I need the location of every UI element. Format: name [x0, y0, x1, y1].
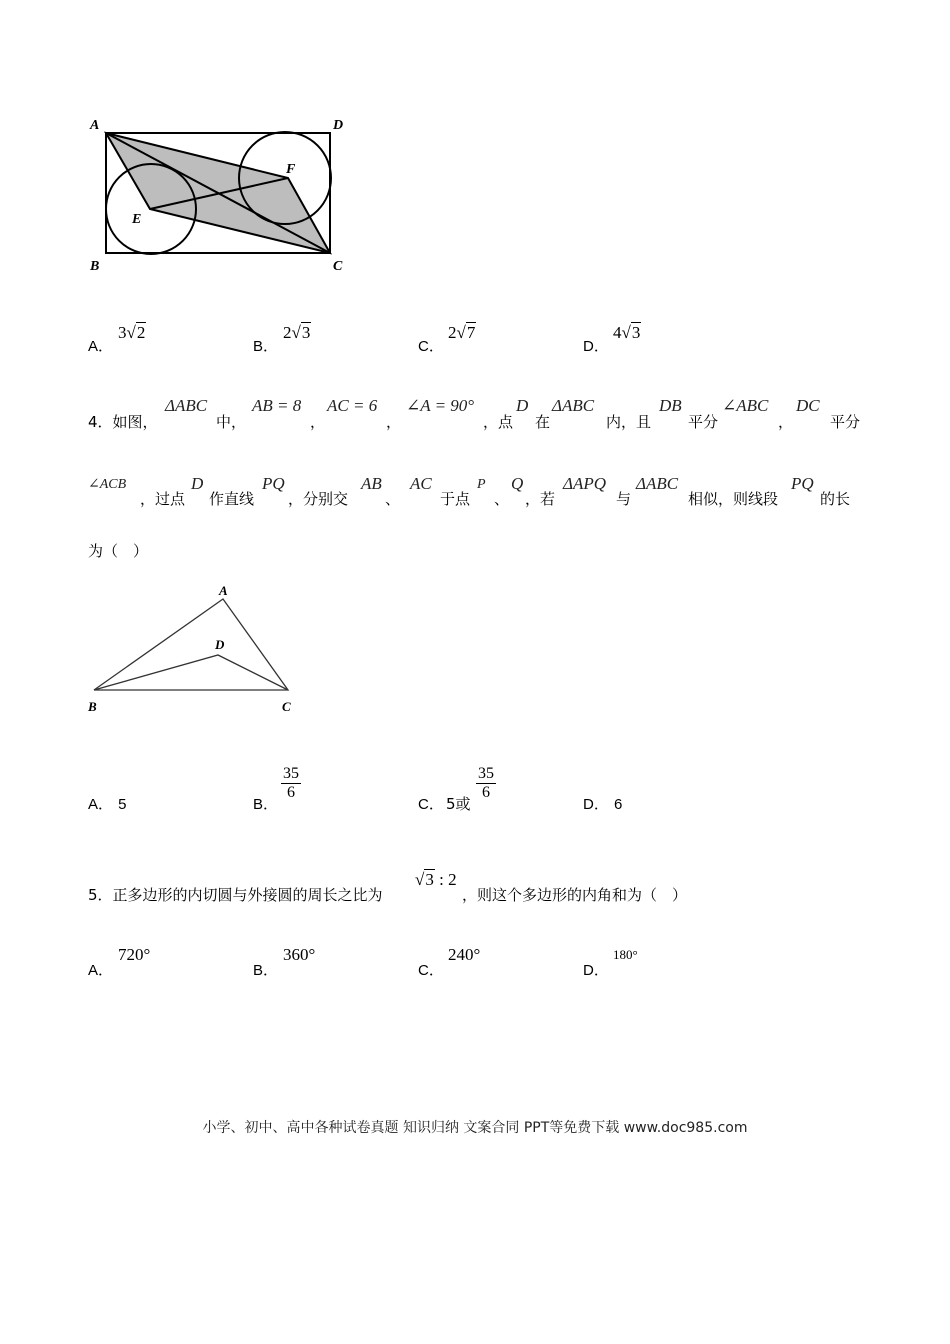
q4-angle-acb: ∠ACB — [88, 477, 127, 492]
q4-label-b: B — [88, 699, 97, 714]
q4-dun-1: 、 — [385, 490, 401, 508]
q4-ab: AB — [361, 474, 382, 493]
q5-option-c-value: 240° — [448, 945, 481, 964]
q4-text-dechang: 的长 — [820, 490, 851, 508]
q4-tri-abc: ΔABC — [165, 396, 208, 415]
q5-option-b-value: 360° — [283, 945, 316, 964]
q5-option-a-value: 720° — [118, 945, 151, 964]
q3-label-e: E — [132, 212, 142, 227]
q4-ac: AC — [410, 474, 432, 493]
q4-angle-a: ∠A = 90° — [406, 396, 475, 415]
q4-number: 4．如图， — [88, 413, 158, 431]
q3-label-d: D — [333, 118, 344, 133]
q5-option-a-letter: A． — [88, 962, 114, 979]
q4-option-d-value: 6 — [613, 796, 623, 813]
q4-option-d[interactable] — [583, 793, 622, 814]
q4-comma-3: ， — [778, 413, 794, 431]
q3-figure — [80, 110, 360, 280]
q4-point-q: Q — [511, 474, 524, 493]
q3-label-a: A — [90, 118, 100, 133]
q4-tri-apq: ΔAPQ — [563, 474, 607, 493]
q4-text-pingfen-2: 平分 — [830, 413, 861, 431]
q3-option-d-letter: D． — [583, 338, 609, 355]
q4-figure — [80, 578, 310, 718]
q4-triangle-abc — [94, 599, 288, 690]
q5-ratio: √3 : 2 — [415, 870, 457, 889]
q4-text-yudian: 于点 — [440, 490, 471, 508]
q4-option-a-value: 5 — [118, 796, 127, 813]
q4-pq: PQ — [262, 474, 285, 493]
q4-text-zai: 在 — [535, 413, 551, 431]
q4-pq-2: PQ — [791, 474, 814, 493]
q4-ac-eq: AC = 6 — [327, 396, 378, 415]
q4-ab-eq: AB = 8 — [252, 396, 302, 415]
q4-option-b-fraction: $\frac{35}{6}$ — [283, 765, 299, 801]
q4-option-b-letter: B． — [253, 796, 279, 813]
q4-point-p: P — [477, 477, 486, 492]
q5-option-c-letter: C． — [418, 962, 444, 979]
q4-segments-bd-dc — [94, 655, 288, 690]
q3-option-b-letter: B． — [253, 338, 279, 355]
q4-tri-abc-3: ΔABC — [636, 474, 679, 493]
q4-label-c: C — [282, 699, 291, 714]
q4-option-d-letter: D． — [583, 796, 609, 813]
q3-option-c-letter: C． — [418, 338, 444, 355]
q4-option-a[interactable] — [88, 793, 126, 814]
q4-label-a: A — [219, 583, 228, 598]
q5-option-d-value: 180° — [613, 947, 638, 962]
q4-line-3: 为（ ） — [88, 542, 149, 560]
q4-db: DB — [659, 396, 682, 415]
q4-text-nei: 内，且 — [606, 413, 652, 431]
q4-dc: DC — [796, 396, 820, 415]
q3-option-d-value: 4√3 — [613, 323, 641, 342]
q4-tri-abc-2: ΔABC — [552, 396, 595, 415]
q4-option-a-letter: A． — [88, 796, 114, 813]
page-footer: 小学、初中、高中各种试卷真题 知识归纳 文案合同 PPT等免费下载 www.doc985.com — [202, 1120, 748, 1136]
q4-text-zuozhixian: 作直线 — [209, 490, 255, 508]
q4-dun-2: 、 — [494, 490, 510, 508]
q4-option-c-fraction: $\frac{35}{6}$ — [478, 765, 494, 801]
q3-label-b: B — [90, 259, 100, 274]
q4-text-ruo: ，若 — [525, 490, 556, 508]
q4-text-dian: ，点 — [483, 413, 514, 431]
q4-comma-2: ， — [386, 413, 402, 431]
q4-text-xiangsi: 相似，则线段 — [688, 490, 779, 508]
q5-option-d-letter: D． — [583, 962, 609, 979]
q4-text-yu: 与 — [616, 490, 632, 508]
q4-comma-1: ， — [310, 413, 326, 431]
q5-option-b-letter: B． — [253, 962, 279, 979]
q4-label-d: D — [215, 637, 225, 652]
q4-option-c-letter: C． — [418, 796, 444, 813]
q5-text-after: ，则这个多边形的内角和为（ ） — [462, 886, 688, 904]
q3-label-c: C — [333, 259, 343, 274]
q4-angle-abc: ∠ABC — [722, 396, 769, 415]
q4-point-d: D — [516, 396, 529, 415]
q3-option-b-value: 2√3 — [283, 323, 311, 342]
q4-option-c-text: 5或 — [446, 795, 471, 813]
q3-option-a-value: 3√2 — [118, 323, 146, 342]
q4-text-pingfen-1: 平分 — [688, 413, 719, 431]
q4-text-guodian: ，过点 — [140, 490, 186, 508]
q5-text-before: 5．正多边形的内切圆与外接圆的周长之比为 — [88, 886, 383, 904]
q4-text-zhong: 中， — [216, 413, 247, 431]
q4-point-d-2: D — [191, 474, 204, 493]
q3-option-a-letter: A． — [88, 338, 114, 355]
q3-label-f: F — [286, 162, 296, 177]
q4-text-fenbiejiao: ，分别交 — [288, 490, 349, 508]
q3-option-c-value: 2√7 — [448, 323, 476, 342]
